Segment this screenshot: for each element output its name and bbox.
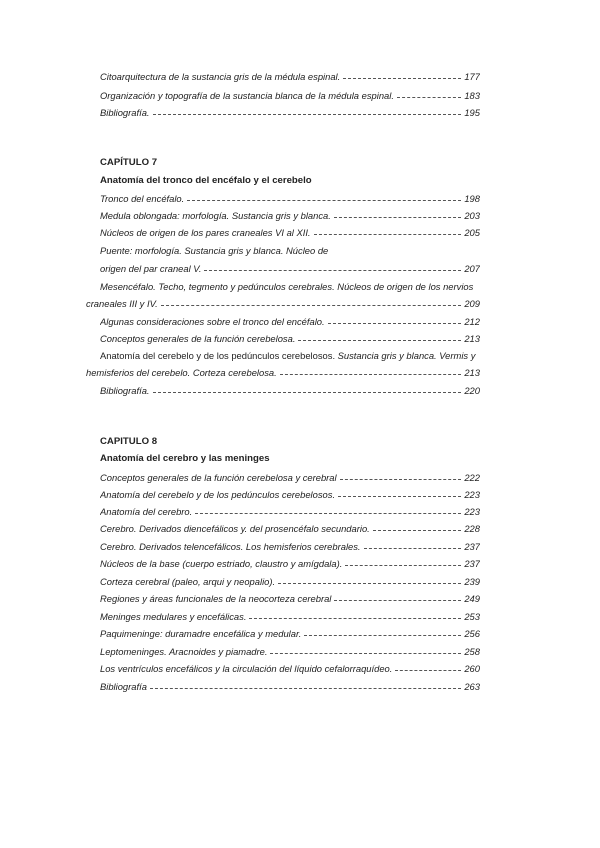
entry-title: Conceptos generales de la función cerebelosa.	[100, 333, 296, 344]
toc-entry[interactable]	[100, 315, 480, 329]
entry-page: 260	[464, 663, 480, 674]
leader-dots	[298, 339, 461, 341]
entry-title-upright: Anatomía del cerebelo y de los pedúnculos cerebelosos.	[100, 350, 336, 361]
toc-entry[interactable]	[100, 645, 480, 659]
toc-entry[interactable]	[100, 226, 480, 240]
entry-page: 253	[464, 611, 480, 622]
leader-dots	[270, 652, 461, 654]
entry-page: 209	[464, 298, 480, 309]
toc-entry[interactable]	[100, 575, 480, 589]
entry-title: Bibliografía	[100, 681, 147, 692]
leader-dots	[373, 529, 462, 531]
leader-dots	[280, 373, 462, 375]
leader-dots	[153, 391, 462, 393]
entry-title: Meninges medulares y encefálicas.	[100, 611, 247, 622]
entry-title: Bibliografía.	[100, 107, 150, 118]
toc-entry[interactable]	[100, 627, 480, 641]
entry-title: hemisferios del cerebelo. Corteza cerebelosa.	[86, 367, 277, 378]
chapter-8-label: CAPITULO 8	[100, 436, 158, 447]
leader-dots	[343, 77, 461, 79]
toc-entry[interactable]	[100, 610, 480, 624]
entry-title: Algunas consideraciones sobre el tronco del encéfalo.	[100, 316, 325, 327]
leader-dots	[204, 269, 461, 271]
leader-dots	[397, 96, 461, 98]
toc-entry[interactable]	[100, 592, 480, 606]
entry-title: Anatomía del cerebelo y de los pedúnculos cerebelosos.	[100, 489, 336, 500]
toc-entry[interactable]	[86, 280, 506, 294]
leader-dots	[338, 495, 461, 497]
leader-dots	[187, 199, 461, 201]
leader-dots	[150, 687, 461, 689]
chapter-7-label: CAPÍTULO 7	[100, 157, 158, 168]
entry-title: Conceptos generales de la función cerebelosa y cerebral	[100, 472, 337, 483]
entry-page: 258	[464, 646, 480, 657]
entry-title: Medula oblongada: morfología. Sustancia gris y blanca.	[100, 210, 331, 221]
entry-page: 213	[464, 333, 480, 344]
entry-title: Tronco del encéfalo.	[100, 193, 185, 204]
entry-title: Leptomeninges. Aracnoides y piamadre.	[100, 646, 268, 657]
leader-dots	[153, 113, 462, 115]
entry-page: 213	[464, 367, 480, 378]
entry-page: 183	[464, 90, 480, 101]
entry-page: 228	[464, 523, 480, 534]
entry-page: 220	[464, 385, 480, 396]
entry-page: 198	[464, 193, 480, 204]
entry-page: 177	[464, 71, 480, 82]
toc-entry[interactable]	[100, 680, 480, 694]
leader-dots	[345, 564, 461, 566]
toc-entry[interactable]	[100, 106, 480, 120]
entry-title: Sustancia gris y blanca. Vermis y	[335, 350, 476, 361]
leader-dots	[328, 322, 462, 324]
entry-page: 239	[464, 576, 480, 587]
leader-dots	[334, 599, 461, 601]
entry-title: Organización y topografía de la sustancia blanca de la médula espinal.	[100, 90, 394, 101]
entry-title: Anatomía del cerebro.	[100, 506, 193, 517]
toc-entry[interactable]	[100, 209, 480, 223]
entry-page: 207	[464, 263, 480, 274]
entry-title: Los ventrículos encefálicos y la circulación del líquido cefalorraquídeo.	[100, 663, 393, 674]
leader-dots	[249, 617, 461, 619]
toc-entry[interactable]	[100, 262, 480, 276]
entry-title: origen del par craneal V.	[100, 263, 202, 274]
toc-entry[interactable]	[86, 366, 480, 380]
leader-dots	[340, 478, 462, 480]
entry-title: Bibliografía.	[100, 385, 150, 396]
entry-page: 203	[464, 210, 480, 221]
leader-dots	[195, 512, 461, 514]
chapter-7-title: Anatomía del tronco del encéfalo y el cerebelo	[100, 175, 312, 186]
toc-entry[interactable]	[100, 662, 480, 676]
toc-entry[interactable]	[100, 89, 480, 103]
toc-entry[interactable]	[86, 297, 480, 311]
toc-entry[interactable]	[86, 349, 506, 363]
entry-title: Puente: morfología. Sustancia gris y blanca. Núcleo de	[100, 245, 329, 256]
toc-entry[interactable]	[100, 70, 480, 84]
entry-page: 195	[464, 107, 480, 118]
toc-entry[interactable]	[100, 505, 480, 519]
entry-title: Mesencéfalo. Techo, tegmento y pedúnculos cerebrales. Núcleos de origen de los nervios	[100, 281, 474, 292]
toc-entry[interactable]	[100, 522, 480, 536]
leader-dots	[161, 304, 462, 306]
entry-title: Cerebro. Derivados diencefálicos y. del prosencéfalo secundario.	[100, 523, 370, 534]
entry-title: Núcleos de origen de los pares craneales VI al XII.	[100, 227, 311, 238]
toc-entry[interactable]	[100, 488, 480, 502]
entry-title: Regiones y áreas funcionales de la neocorteza cerebral	[100, 593, 332, 604]
leader-dots	[304, 634, 461, 636]
entry-page: 205	[464, 227, 480, 238]
entry-page: 256	[464, 628, 480, 639]
toc-entry[interactable]	[100, 557, 480, 571]
entry-page: 222	[464, 472, 480, 483]
leader-dots	[334, 216, 461, 218]
entry-title: Núcleos de la base (cuerpo estriado, claustro y amígdala).	[100, 558, 343, 569]
entry-page: 249	[464, 593, 480, 604]
entry-title: craneales III y IV.	[86, 298, 158, 309]
toc-entry[interactable]	[100, 540, 480, 554]
entry-page: 237	[464, 541, 480, 552]
toc-entry[interactable]	[100, 244, 480, 258]
entry-page: 223	[464, 489, 480, 500]
entry-title: Cerebro. Derivados telencefálicos. Los hemisferios cerebrales.	[100, 541, 361, 552]
entry-title: Citoarquitectura de la sustancia gris de la médula espinal.	[100, 71, 341, 82]
leader-dots	[395, 669, 461, 671]
entry-page: 237	[464, 558, 480, 569]
toc-entry[interactable]	[100, 471, 480, 485]
entry-page: 223	[464, 506, 480, 517]
toc-entry[interactable]	[100, 332, 480, 346]
toc-entry[interactable]	[100, 192, 480, 206]
leader-dots	[364, 547, 462, 549]
leader-dots	[314, 233, 462, 235]
leader-dots	[278, 582, 461, 584]
entry-title: Corteza cerebral (paleo, arqui y neopalio).	[100, 576, 276, 587]
chapter-8-title: Anatomía del cerebro y las meninges	[100, 453, 270, 464]
entry-title: Paquimeninge: duramadre encefálica y medular.	[100, 628, 302, 639]
entry-page: 263	[464, 681, 480, 692]
entry-page: 212	[464, 316, 480, 327]
toc-entry[interactable]	[100, 384, 480, 398]
